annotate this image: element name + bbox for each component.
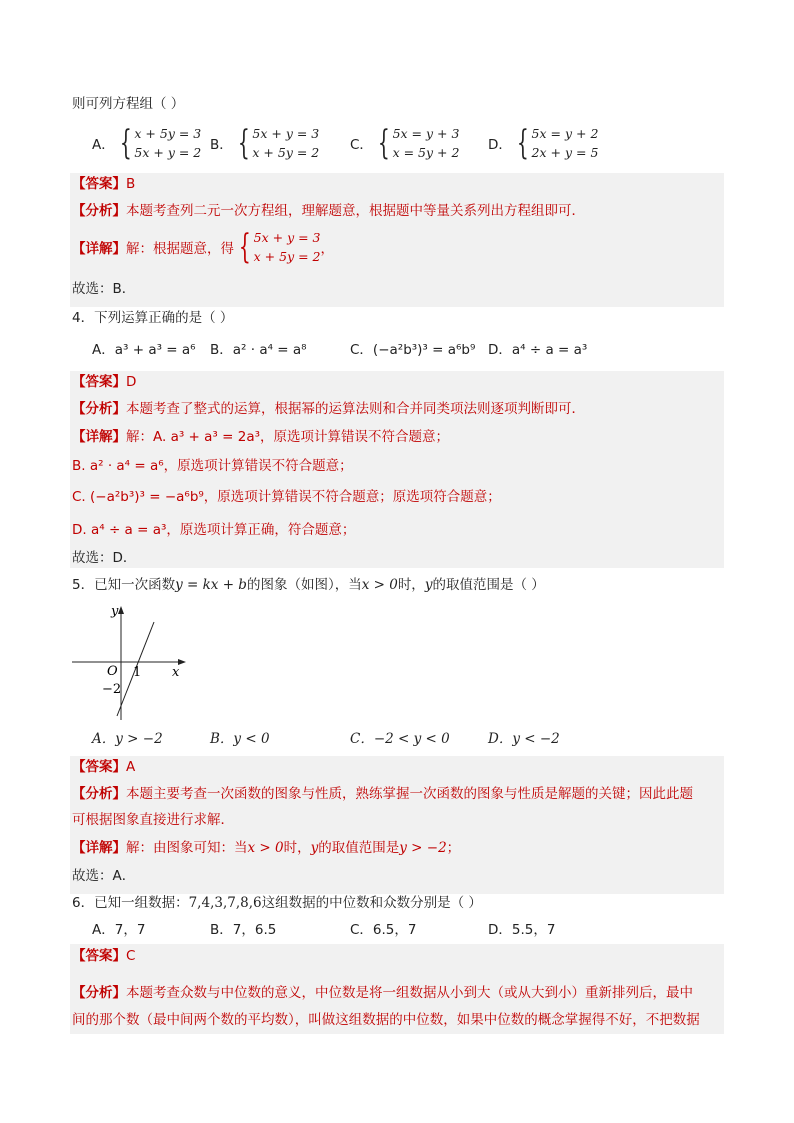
q5-stem: 5．已知一次函数y = kx + b的图象（如图），当x > 0时，y的取值范围是（ ） (72, 577, 545, 593)
q5-detail: 【详解】解：由图象可知：当x > 0时，y的取值范围是y > −2； (72, 840, 461, 856)
q4-option-d: D．a⁴ ÷ a = a³ (488, 342, 588, 358)
q4-analysis: 【分析】本题考查了整式的运算，根据幂的运算法则和合并同类项法则逐项判断即可． (72, 401, 585, 417)
q4-option-b: B．a² · a⁴ = a⁸ (210, 342, 307, 358)
x-axis-label: x (172, 665, 180, 680)
q3-stem: 则可列方程组（ ） (72, 96, 185, 112)
y-intercept-label: −2 (102, 682, 122, 697)
q5-option-b: B．y < 0 (210, 731, 270, 747)
linear-function-graph (68, 600, 192, 722)
x-intercept-label: 1 (133, 665, 142, 680)
q3-detail: 【详解】 解：根据题意，得 { 5x + y = 3 x + 5y = 2 ， (72, 227, 334, 267)
q5-option-c: C．−2 < y < 0 (350, 731, 450, 747)
q5-analysis: 【分析】本题主要考查一次函数的图象与性质，熟练掌握一次函数的图象与性质是解题的关键；因此此题 (72, 786, 693, 802)
y-axis-label: y (111, 604, 119, 619)
q3-option-a: A． { x + 5y = 3 5x + y = 2 (92, 123, 202, 163)
q4-detail-d: D. a⁴ ÷ a = a³，原选项计算正确，符合题意； (72, 522, 356, 538)
q6-option-a: A．7，7 (92, 922, 146, 938)
q4-option-c: C．(−a²b³)³ = a⁶b⁹ (350, 342, 476, 358)
q5-analysis-cont: 可根据图象直接进行求解． (72, 812, 234, 828)
q4-detail-a: 【详解】解：A. a³ + a³ = 2a³，原选项计算错误不符合题意； (72, 429, 450, 445)
q6-analysis-cont: 间的那个数（最中间两个数的平均数），叫做这组数据的中位数，如果中位数的概念掌握得不好，不把数据 (72, 1012, 700, 1028)
q6-stem: 6．已知一组数据：7,4,3,7,8,6这组数据的中位数和众数分别是（ ） (72, 895, 482, 911)
q4-stem: 4．下列运算正确的是（ ） (72, 310, 234, 326)
q6-option-d: D．5.5，7 (488, 922, 556, 938)
q3-option-c: C． { 5x = y + 3 x = 5y + 2 (350, 123, 460, 163)
q6-option-b: B．7，6.5 (210, 922, 277, 938)
q5-conclusion: 故选：A． (72, 868, 136, 884)
q6-analysis: 【分析】本题考查众数与中位数的意义，中位数是将一组数据从小到大（或从大到小）重新排列后，最中 (72, 985, 693, 1001)
q5-answer: 【答案】A (72, 759, 136, 775)
q4-detail-c: C. (−a²b³)³ = −a⁶b⁹，原选项计算错误不符合题意；原选项符合题意； (72, 489, 501, 505)
q3-answer: 【答案】B (72, 176, 136, 192)
q5-option-a: A．y > −2 (92, 731, 163, 747)
q3-conclusion: 故选：B． (72, 281, 136, 297)
q6-option-c: C．6.5，7 (350, 922, 417, 938)
origin-label: O (107, 664, 118, 679)
q5-option-d: D．y < −2 (488, 731, 560, 747)
q4-answer: 【答案】D (72, 374, 137, 390)
q3-analysis: 【分析】本题考查列二元一次方程组，理解题意，根据题中等量关系列出方程组即可． (72, 203, 585, 219)
y-axis-arrow (118, 606, 124, 614)
q4-option-a: A．a³ + a³ = a⁶ (92, 342, 196, 358)
q3-option-b: B． { 5x + y = 3 x + 5y = 2 (210, 123, 320, 163)
q4-conclusion: 故选：D． (72, 550, 137, 566)
q6-answer: 【答案】C (72, 948, 136, 964)
q3-option-d: D． { 5x = y + 2 2x + y = 5 (488, 123, 599, 163)
q4-detail-b: B. a² · a⁴ = a⁶，原选项计算错误不符合题意； (72, 458, 353, 474)
